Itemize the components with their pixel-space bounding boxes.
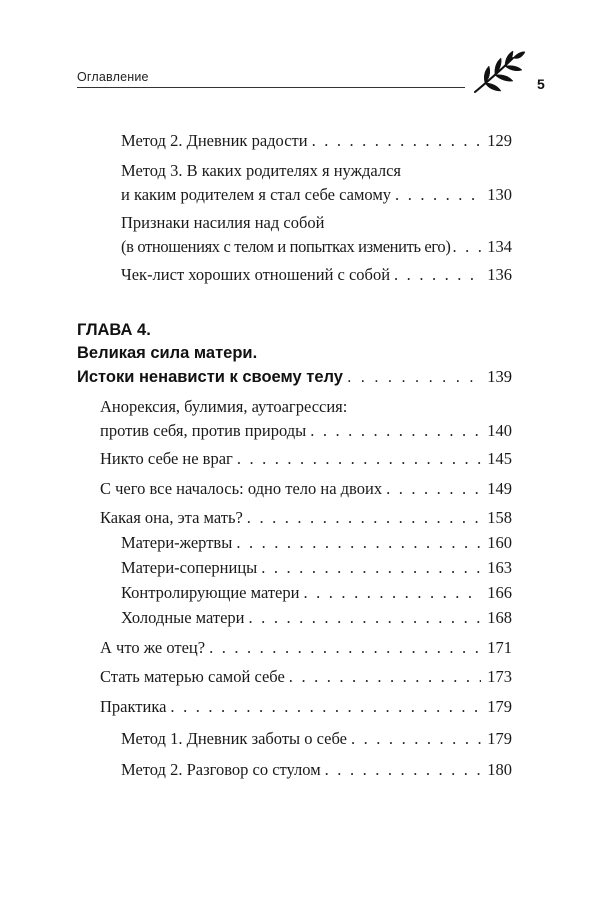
page-header [77,64,547,94]
chapter-title: Великая сила матери. [77,344,258,362]
toc-entry-title: С чего все началось: одно тело на двоих [100,479,383,498]
toc-entry [121,581,512,605]
toc-entry-title: Никто себе не враг [100,449,233,468]
toc-entry-page: 136 [487,265,512,284]
toc-entry [121,556,512,580]
dot-leader [395,183,481,207]
toc-entry-page: 179 [487,729,512,748]
dot-leader [386,477,481,501]
toc-entry [100,695,512,719]
dot-leader [394,263,481,287]
toc-entry [100,665,512,689]
dot-leader [347,366,481,389]
dot-leader [249,606,482,630]
toc-entry [100,395,512,443]
toc-entry-title: Практика [100,697,167,716]
dot-leader [303,581,481,605]
toc-entry [100,477,512,501]
toc-entry-page: 140 [487,421,512,440]
toc-entry [121,606,512,630]
toc-entry-title: Признаки насилия над собой [121,213,325,232]
toc-entry [121,263,512,287]
toc-entry-page: 166 [487,583,512,602]
toc-entry-page: 179 [487,697,512,716]
toc-entry-page: 158 [487,508,512,527]
toc-entry-title-cont: против себя, против природы [100,421,307,440]
toc-entry-title: Анорексия, булимия, аутоагрессия: [100,397,348,416]
toc-entry-title-cont: и каким родителем я стал себе самому [121,185,392,204]
toc-entry-page: 149 [487,479,512,498]
toc-entry-title: Матери-жертвы [121,533,233,552]
chapter-heading [77,319,512,389]
dot-leader [237,447,481,471]
toc-entry-page: 134 [487,237,512,256]
toc-entry [100,447,512,471]
leaf-branch-icon [469,50,527,96]
toc-entry-page: 163 [487,558,512,577]
toc-entry [121,159,512,207]
toc-entry-page: 145 [487,449,512,468]
toc-entry [121,129,512,153]
toc-entry-title: А что же отец? [100,638,206,657]
toc-entry-title: Холодные матери [121,608,245,627]
toc-entry-page: 129 [487,131,512,150]
dot-leader [452,235,481,259]
dot-leader [351,727,481,751]
dot-leader [209,636,481,660]
toc-entry-title: Чек-лист хороших отношений с собой [121,265,391,284]
toc-entry-title: Метод 1. Дневник заботы о себе [121,729,347,748]
toc-entry-title: Матери-соперницы [121,558,258,577]
toc-entry-page: 180 [487,760,512,779]
dot-leader [325,758,482,782]
dot-leader [289,665,481,689]
toc-entry [121,758,512,782]
toc-entry-page: 168 [487,608,512,627]
toc-entry-title-cont: (в отношениях с телом и попытках изменить его) [121,237,451,256]
dot-leader [170,695,481,719]
toc-entry-title: Стать матерью самой себе [100,667,285,686]
dot-leader [310,419,481,443]
dot-leader [312,129,482,153]
toc-entry-title: Контролирующие матери [121,583,300,602]
toc-entry-title: Метод 2. Разговор со стулом [121,760,321,779]
dot-leader [261,556,481,580]
toc-entry-page: 171 [487,638,512,657]
toc-entry-title: Метод 3. В каких родителях я нуждался [121,161,401,180]
toc-entry-title: Какая она, эта мать? [100,508,243,527]
toc-entry-title: Метод 2. Дневник радости [121,131,308,150]
toc-entry [121,727,512,751]
header-rule [77,87,465,88]
toc-entry-page: 130 [487,185,512,204]
page-number: 5 [537,76,545,92]
toc-entry [121,211,512,259]
chapter-title-cont: Истоки ненависти к своему телу [77,368,343,386]
toc-entry [100,636,512,660]
dot-leader [247,506,481,530]
dot-leader [236,531,481,555]
toc-entry [121,531,512,555]
toc-entry-page: 173 [487,667,512,686]
toc-entry [100,506,512,530]
toc-entry-page: 160 [487,533,512,552]
chapter-page: 139 [487,367,512,386]
chapter-label: ГЛАВА 4. [77,321,151,339]
section-title: Оглавление [77,70,149,84]
